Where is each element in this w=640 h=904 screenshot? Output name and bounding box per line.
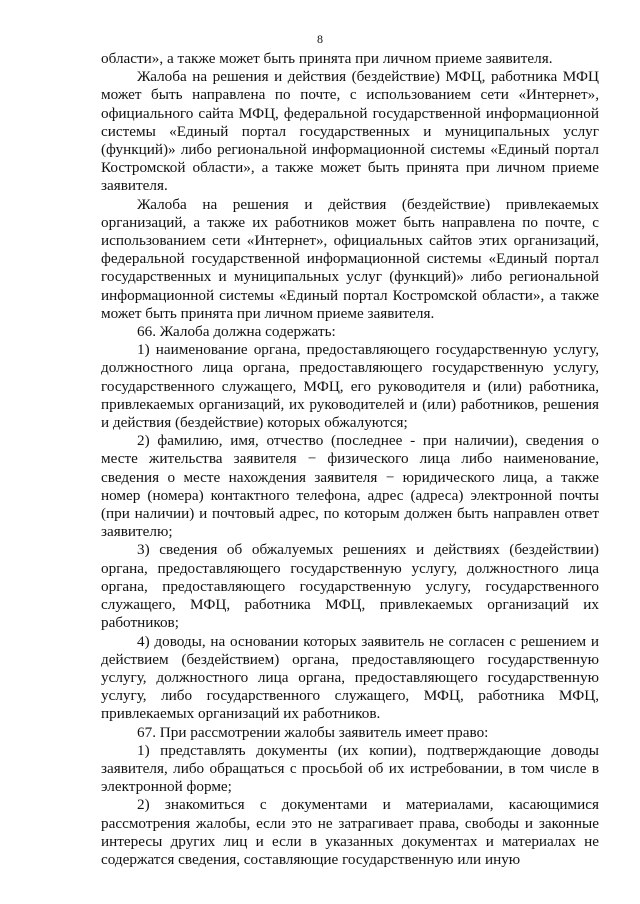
- paragraph-mfc-complaint: Жалоба на решения и действия (бездействие) МФЦ, работника МФЦ может быть направлена по почте, с использованием сети «Интернет», официального сайта МФЦ, федеральной государственной информационной системы «Единый портал государственных и муниципальных услуг (функций)» либо региональной информационной системы «Единый портал Костромской области», а также может быть принята при личном приеме заявителя.: [101, 68, 599, 195]
- list-item-66-3: 3) сведения об обжалуемых решениях и действиях (бездействии) органа, предоставляющего государственную услугу, должностного лица органа, предоставляющего государственную услугу, государственного служащего, МФЦ, работника МФЦ, привлекаемых организаций их работников;: [101, 541, 599, 632]
- section-67-heading: 67. При рассмотрении жалобы заявитель имеет право:: [137, 723, 489, 741]
- list-item-66-2: 2) фамилию, имя, отчество (последнее - при наличии), сведения о месте жительства заявителя − физического лица либо наименование, сведения о месте нахождения заявителя − юридического лица, а также номер (номера) контактного телефона, адрес (адреса) электронной почты (при наличии) и почтовый адрес, по которым должен быть направлен ответ заявителю;: [101, 432, 599, 541]
- list-item-67-2: 2) знакомиться с документами и материалами, касающимися рассмотрения жалобы, если это не затрагивает права, свободы и законные интересы других лиц и если в указанных документах и материалах не содержатся сведения, составляющие государственную или иную: [101, 796, 599, 868]
- paragraph-continuation: области», а также может быть принята при личном приеме заявителя.: [101, 50, 553, 67]
- paragraph-organizations-complaint: Жалоба на решения и действия (бездействие) привлекаемых организаций, а также их работников может быть направлена по почте, с использованием сети «Интернет», официальных сайтов этих организаций, федеральной государственной информационной системы «Единый портал государственных и муниципальных услуг (функций)» либо региональной информационной системы «Единый портал Костромской области», а также может быть принята при личном приеме заявителя.: [101, 195, 599, 322]
- list-item-66-4: 4) доводы, на основании которых заявитель не согласен с решением и действием (бездействием) органа, предоставляющего государственную услугу, должностного лица органа, предоставляющего государственную услугу, либо государственного служащего, МФЦ, работника МФЦ, привлекаемых организаций их работников.: [101, 632, 599, 723]
- list-item-67-1: 1) представлять документы (их копии), подтверждающие доводы заявителя, либо обращаться с просьбой об их истребовании, в том числе в электронной форме;: [101, 741, 599, 796]
- document-body: [101, 50, 599, 869]
- section-66-heading: 66. Жалоба должна содержать:: [137, 323, 336, 341]
- page-number: 8: [317, 32, 323, 46]
- list-item-66-1: 1) наименование органа, предоставляющего государственную услугу, должностного лица органа, предоставляющего государственную услугу, государственного служащего, МФЦ, его руководителя и (или) работника, привлекаемых организаций, их руководителей и (или) работников, решения и действия (бездействие) которых обжалуются;: [101, 341, 599, 432]
